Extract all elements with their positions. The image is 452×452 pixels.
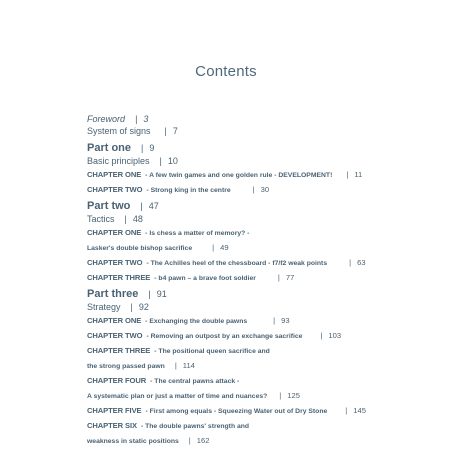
toc-entry-tactics[interactable] xyxy=(87,214,437,228)
chapter-heading: CHAPTER ONE xyxy=(87,316,142,325)
chapter-title: - A few twin games and one golden rule - DEVELOPMENT! xyxy=(145,172,333,179)
chapter-title: - Exchanging the double pawns xyxy=(145,318,248,325)
entry-label: Part three xyxy=(87,288,139,300)
toc-entry-part-three[interactable] xyxy=(87,288,437,302)
separator: | xyxy=(349,258,352,267)
chapter-title-line2: the strong passed pawn xyxy=(87,363,165,370)
page-number: 10 xyxy=(167,156,178,166)
separator: | xyxy=(135,114,138,124)
page-number: 3 xyxy=(143,114,149,124)
page-number: 125 xyxy=(287,391,300,400)
chapter-heading: CHAPTER THREE xyxy=(87,346,151,355)
chapter-title: - The positional queen sacrifice and xyxy=(154,348,270,355)
entry-label: System of signs xyxy=(87,126,151,136)
toc-entry-chapter[interactable] xyxy=(87,406,437,421)
toc-entry-chapter[interactable] xyxy=(87,376,437,391)
toc-entry-chapter-continued[interactable] xyxy=(87,361,437,376)
separator: | xyxy=(174,361,177,370)
separator: | xyxy=(130,302,133,312)
separator: | xyxy=(212,243,215,252)
toc-entry-part-two[interactable] xyxy=(87,200,437,214)
chapter-heading: CHAPTER FOUR xyxy=(87,376,147,385)
toc-entry-foreword[interactable] xyxy=(87,114,437,126)
entry-label: Part one xyxy=(87,142,132,154)
entry-label: Tactics xyxy=(87,214,115,224)
chapter-title: - Removing an outpost by an exchange sacrifice xyxy=(146,333,303,340)
entry-label: Foreword xyxy=(87,114,126,124)
separator: | xyxy=(124,214,127,224)
toc-entry-chapter[interactable] xyxy=(87,331,437,346)
separator: | xyxy=(148,289,151,299)
toc-entry-system-of-signs[interactable] xyxy=(87,126,437,140)
chapter-title-line2: A systematic plan or just a matter of time and nuances? xyxy=(87,393,268,400)
chapter-title-line2: weakness in static positions xyxy=(87,438,179,445)
toc-entry-strategy[interactable] xyxy=(87,302,437,316)
separator: | xyxy=(159,156,162,166)
separator: | xyxy=(164,126,167,136)
page-number: 162 xyxy=(196,436,210,445)
toc-entry-chapter[interactable] xyxy=(87,228,437,243)
toc-entry-chapter-continued[interactable] xyxy=(87,391,437,406)
page-title: Contents xyxy=(195,63,257,80)
toc-entry-chapter[interactable] xyxy=(87,346,437,361)
page-number: 11 xyxy=(354,170,363,179)
chapter-title: - Is chess a matter of memory? - xyxy=(145,230,250,237)
page-number: 92 xyxy=(138,302,149,312)
toc-entry-chapter[interactable] xyxy=(87,316,437,331)
chapter-title: - Strong king in the centre xyxy=(146,187,231,194)
chapter-heading: CHAPTER TWO xyxy=(87,331,143,340)
toc-entry-chapter[interactable] xyxy=(87,170,437,185)
separator: | xyxy=(279,391,282,400)
chapter-title: - The double pawns' strength and xyxy=(140,423,250,430)
toc-entry-chapter[interactable] xyxy=(87,421,437,436)
chapter-title: - b4 pawn – a brave foot soldier xyxy=(154,275,256,282)
chapter-heading: CHAPTER THREE xyxy=(87,273,151,282)
chapter-title: - The central pawns attack - xyxy=(150,378,240,385)
chapter-heading: CHAPTER SIX xyxy=(87,421,137,430)
chapter-title: - First among equals - Squeezing Water out of Dry Stone xyxy=(145,408,328,415)
chapter-heading: CHAPTER TWO xyxy=(87,258,143,267)
separator: | xyxy=(141,143,144,153)
chapter-heading: CHAPTER TWO xyxy=(87,185,143,194)
page-number: 91 xyxy=(156,289,167,299)
separator: | xyxy=(320,331,323,340)
separator: | xyxy=(346,170,349,179)
chapter-title: - The Achilles heel of the chessboard - f7/f2 weak points xyxy=(146,260,328,267)
chapter-heading: CHAPTER FIVE xyxy=(87,406,142,415)
separator: | xyxy=(345,406,348,415)
toc-entry-chapter[interactable] xyxy=(87,258,437,273)
toc-entry-chapter-continued[interactable] xyxy=(87,243,437,258)
page-number: 48 xyxy=(132,214,143,224)
chapter-heading: CHAPTER ONE xyxy=(87,170,142,179)
page-number: 145 xyxy=(353,406,366,415)
entry-label: Part two xyxy=(87,200,131,212)
page-number: 63 xyxy=(357,258,366,267)
page-number: 93 xyxy=(281,316,290,325)
toc-entry-chapter[interactable] xyxy=(87,185,437,200)
entry-label: Strategy xyxy=(87,302,121,312)
entry-label: Basic principles xyxy=(87,156,150,166)
separator: | xyxy=(252,185,255,194)
page-number: 7 xyxy=(172,126,178,136)
toc-entry-chapter[interactable] xyxy=(87,273,437,288)
chapter-heading: CHAPTER ONE xyxy=(87,228,142,237)
page-number: 103 xyxy=(328,331,342,340)
separator: | xyxy=(277,273,280,282)
page-number: 47 xyxy=(148,201,159,211)
page-number: 49 xyxy=(220,243,229,252)
toc-entry-basic-principles[interactable] xyxy=(87,156,437,170)
table-of-contents xyxy=(87,114,437,451)
separator: | xyxy=(188,436,191,445)
toc-entry-chapter-continued[interactable] xyxy=(87,436,437,451)
page-number: 9 xyxy=(149,143,155,153)
separator: | xyxy=(273,316,276,325)
page-number: 30 xyxy=(260,185,270,194)
page-number: 77 xyxy=(285,273,295,282)
toc-entry-part-one[interactable] xyxy=(87,142,437,156)
chapter-title-line2: Lasker's double bishop sacrifice xyxy=(87,245,193,252)
separator: | xyxy=(140,201,143,211)
page-number: 114 xyxy=(182,361,195,370)
